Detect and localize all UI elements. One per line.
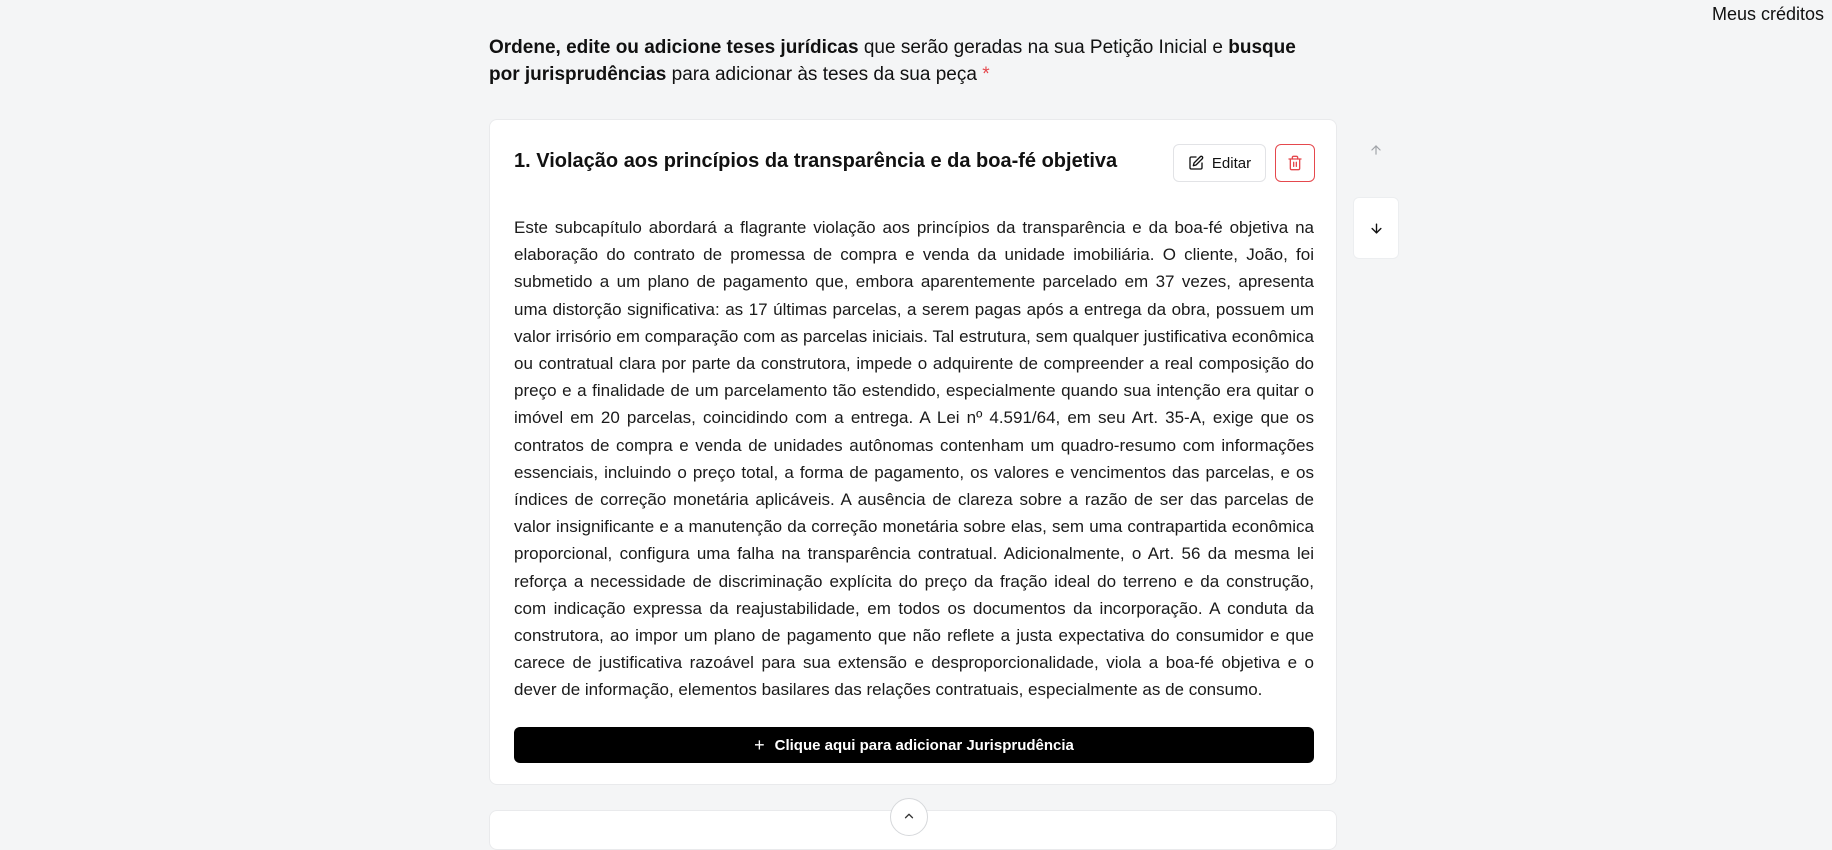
thesis-card (489, 119, 1337, 785)
my-credits-link[interactable]: Meus créditos (1711, 4, 1824, 24)
instructions-text-4: para adicionar às teses da sua peça (666, 64, 983, 85)
instructions-bold-3: busque por jurisprudências (489, 37, 1296, 85)
edit-button-label: Editar (1211, 154, 1252, 172)
instructions-text (489, 34, 1319, 88)
instructions-text-2: que serão geradas na sua Petição Inicial e (858, 37, 1229, 58)
thesis-title: 1. Violação aos princípios da transparência e da boa-fé objetiva (514, 150, 1118, 172)
trash-icon (1287, 155, 1303, 171)
instructions-bold-1: Ordene, edite ou adicione teses jurídicas (489, 37, 859, 58)
arrow-down-icon (1369, 221, 1384, 236)
edit-icon (1188, 155, 1204, 171)
move-down-button[interactable] (1353, 197, 1399, 259)
arrow-up-icon (1369, 143, 1383, 157)
chevron-up-icon (902, 809, 916, 823)
add-jurisprudence-button[interactable] (514, 727, 1314, 763)
move-up-button[interactable] (1353, 131, 1399, 169)
edit-button[interactable] (1173, 144, 1266, 182)
collapse-button[interactable] (890, 798, 928, 836)
add-jurisprudence-label: Clique aqui para adicionar Jurisprudência (774, 736, 1074, 754)
required-mark: * (982, 64, 990, 85)
plus-icon: + (754, 735, 765, 755)
thesis-body: Este subcapítulo abordará a flagrante violação aos princípios da transparência e da boa-fé objetiva na elaboração do contrato de promessa de compra e venda da unidade imobiliária. O cliente, João, foi submetido a um plano de pagamento que, embora aparentemente parcelado em 37 vezes, apresenta uma distorção significativa: as 17 últimas parcelas, a serem pagas após a entrega da obra, possuem um valor irrisório em comparação com as parcelas iniciais. Tal estrutura, sem qualquer justificativa econômica ou contratual clara por parte da construtora, impede o adquirente de compreender a real composição do preço e a finalidade de um parcelamento tão estendido, especialmente quando sua intenção era quitar o imóvel em 20 parcelas, coincidindo com a entrega. A Lei nº 4.591/64, em seu Art. 35-A, exige que os contratos de compra e venda de unidades autônomas contenham um quadro-resumo com informações essenciais, incluindo o preço total, a forma de pagamento, os valores e vencimentos das parcelas, e os índices de correção monetária aplicáveis. A ausência de clareza sobre a razão de ser das parcelas de valor insignificante e a manutenção da correção monetária sobre elas, sem uma contrapartida econômica proporcional, configura uma falha na transparência contratual. Adicionalmente, o Art. 56 da mesma lei reforça a necessidade de discriminação explícita do preço da fração ideal do terreno e da construção, com indicação expressa da reajustabilidade, em todos os documentos da incorporação. A conduta da construtora, ao impor um plano de pagamento que não reflete a justa expectativa do consumidor e que carece de justificativa razoável para sua extensão e desproporcionalidade, viola a boa-fé objetiva e o dever de informação, elementos basilares das relações contratuais, especialmente as de consumo. (514, 218, 1314, 700)
delete-button[interactable] (1275, 144, 1315, 182)
